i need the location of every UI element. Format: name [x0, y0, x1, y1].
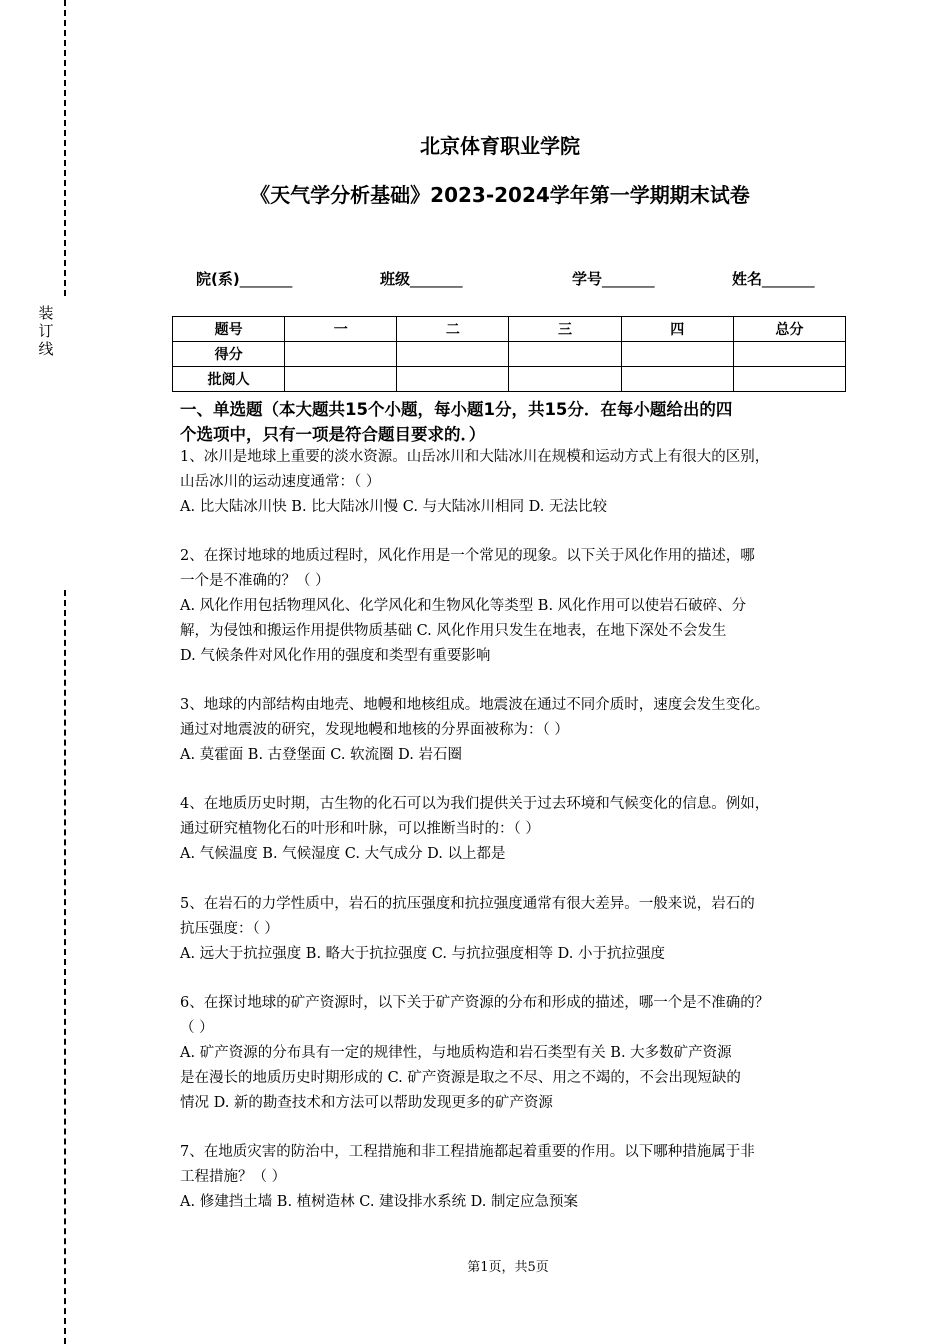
question-stem-line: 4、在地质历史时期，古生物的化石可以为我们提供关于过去环境和气候变化的信息。例如，	[180, 796, 770, 812]
info-label: 学号	[572, 270, 603, 288]
info-label: 班级	[380, 270, 411, 288]
info-blank: _______	[410, 270, 463, 288]
question-options: 是在漫长的地质历史时期形成的 C. 矿产资源是取之不尽、用之不竭的，不会出现短缺的	[180, 1070, 741, 1086]
binding-dashed-line-bottom	[64, 590, 66, 1344]
info-label: 院(系)	[196, 270, 240, 288]
question-stem-line: 3、地球的内部结构由地壳、地幔和地核组成。地震波在通过不同介质时，速度会发生变化。	[180, 697, 770, 713]
question-options: D. 气候条件对风化作用的强度和类型有重要影响	[180, 648, 491, 664]
score-cell[interactable]	[733, 342, 845, 367]
score-table-row	[173, 367, 846, 392]
question-options: A. 修建挡土墙 B. 植树造林 C. 建设排水系统 D. 制定应急预案	[180, 1194, 579, 1210]
question-5	[180, 892, 845, 967]
score-cell[interactable]	[509, 342, 621, 367]
section-heading-line: 一、单选题（本大题共15个小题，每小题1分，共15分．在每小题给出的四	[180, 400, 733, 419]
question-3	[180, 693, 845, 768]
question-1	[180, 445, 845, 520]
question-options: A. 风化作用包括物理风化、化学风化和生物风化等类型 B. 风化作用可以使岩石破碎、分	[180, 598, 747, 614]
score-cell[interactable]	[621, 342, 733, 367]
score-header-cell: 二	[397, 317, 509, 342]
score-cell[interactable]	[397, 367, 509, 392]
question-stem-line: 工程措施？（ ）	[180, 1169, 287, 1185]
question-options: 情况 D. 新的勘查技术和方法可以帮助发现更多的矿产资源	[180, 1095, 553, 1111]
score-table-row	[173, 342, 846, 367]
binding-label: 装订线	[38, 304, 54, 358]
question-stem-line: 通过对地震波的研究，发现地幔和地核的分界面被称为：（ ）	[180, 722, 569, 738]
info-field-name	[732, 268, 815, 289]
score-cell[interactable]	[621, 367, 733, 392]
question-options: A. 气候温度 B. 气候湿度 C. 大气成分 D. 以上都是	[180, 846, 506, 862]
question-stem-line: 一个是不准确的？（ ）	[180, 573, 330, 589]
score-row-label: 批阅人	[173, 367, 285, 392]
question-stem-line: 抗压强度：（ ）	[180, 921, 279, 937]
info-blank: _______	[239, 270, 293, 288]
question-stem-line: 5、在岩石的力学性质中，岩石的抗压强度和抗拉强度通常有很大差异。一般来说，岩石的	[180, 896, 755, 912]
question-4	[180, 792, 845, 867]
question-2	[180, 544, 845, 669]
exam-title: 《天气学分析基础》2023-2024学年第一学期期末试卷	[250, 183, 750, 207]
score-header-cell: 三	[509, 317, 621, 342]
question-options: A. 比大陆冰川快 B. 比大陆冰川慢 C. 与大陆冰川相同 D. 无法比较	[180, 499, 608, 515]
question-options: A. 莫霍面 B. 古登堡面 C. 软流圈 D. 岩石圈	[180, 747, 463, 763]
score-cell[interactable]	[733, 367, 845, 392]
score-header-cell: 四	[621, 317, 733, 342]
section-heading	[180, 397, 840, 447]
question-stem-line: 1、冰川是地球上重要的淡水资源。山岳冰川和大陆冰川在规模和运动方式上有很大的区别，	[180, 449, 770, 465]
question-6	[180, 991, 845, 1116]
score-header-cell: 总分	[733, 317, 845, 342]
info-field-department	[196, 268, 292, 289]
score-table	[172, 316, 846, 392]
question-stem-line: 6、在探讨地球的矿产资源时，以下关于矿产资源的分布和形成的描述，哪一个是不准确的？	[180, 995, 770, 1011]
section-heading-line: 个选项中，只有一项是符合题目要求的．）	[180, 425, 486, 444]
page-footer: 第1页，共5页	[467, 1260, 549, 1275]
question-stem-line: 2、在探讨地球的地质过程时，风化作用是一个常见的现象。以下关于风化作用的描述，哪	[180, 548, 755, 564]
info-field-student-id	[572, 268, 655, 289]
score-cell[interactable]	[285, 367, 397, 392]
question-stem-line: 通过研究植物化石的叶形和叶脉，可以推断当时的：（ ）	[180, 821, 540, 837]
school-title: 北京体育职业学院	[420, 134, 580, 158]
score-cell[interactable]	[285, 342, 397, 367]
question-options: 解，为侵蚀和搬运作用提供物质基础 C. 风化作用只发生在地表，在地下深处不会发生	[180, 623, 727, 639]
info-blank: _______	[602, 270, 655, 288]
question-options: A. 矿产资源的分布具有一定的规律性，与地质构造和岩石类型有关 B. 大多数矿产资源	[180, 1045, 732, 1061]
score-row-label: 得分	[173, 342, 285, 367]
score-cell[interactable]	[397, 342, 509, 367]
question-stem-line: 7、在地质灾害的防治中，工程措施和非工程措施都起着重要的作用。以下哪种措施属于非	[180, 1144, 755, 1160]
score-header-cell: 一	[285, 317, 397, 342]
question-stem-line: （ ）	[180, 1020, 214, 1036]
score-header-cell: 题号	[173, 317, 285, 342]
info-label: 姓名	[732, 270, 763, 288]
question-options: A. 远大于抗拉强度 B. 略大于抗拉强度 C. 与抗拉强度相等 D. 小于抗拉强度	[180, 946, 666, 962]
question-7	[180, 1140, 845, 1215]
score-table-header-row	[173, 317, 846, 342]
question-stem-line: 山岳冰川的运动速度通常：（ ）	[180, 474, 381, 490]
score-cell[interactable]	[509, 367, 621, 392]
info-blank: _______	[762, 270, 815, 288]
info-field-class	[380, 268, 463, 289]
